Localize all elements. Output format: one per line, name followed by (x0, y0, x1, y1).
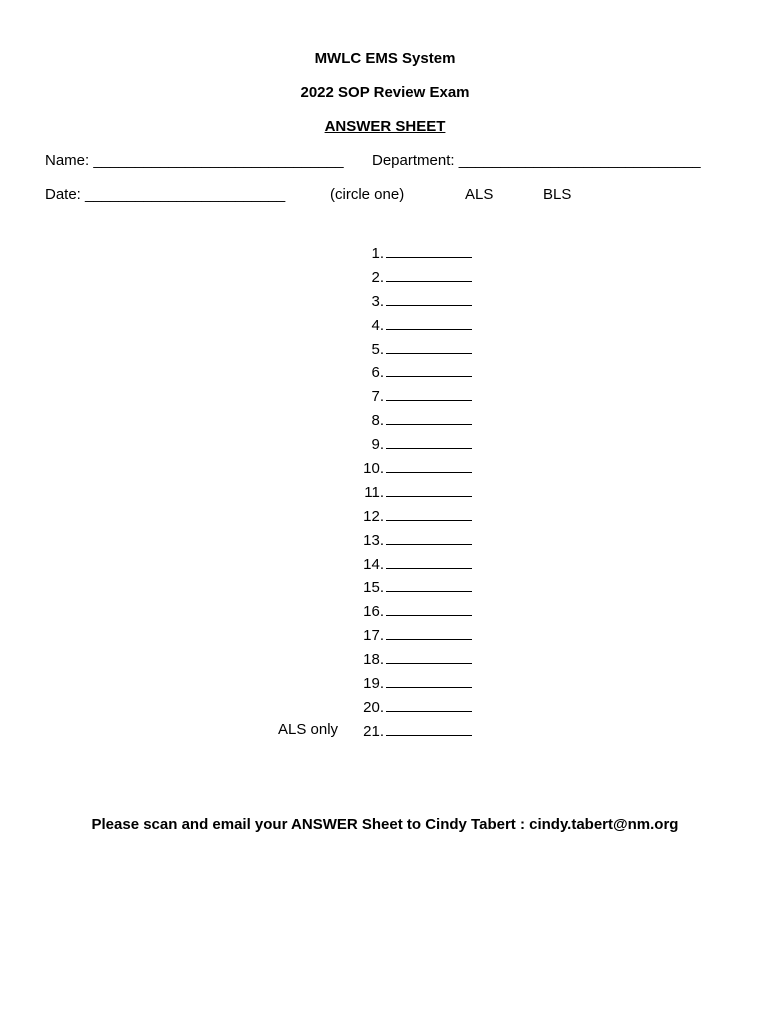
answer-row (360, 385, 500, 409)
answer-blank[interactable] (386, 409, 472, 425)
answer-row (360, 409, 500, 433)
answer-blank[interactable] (386, 624, 472, 640)
answer-number: 10. (363, 460, 384, 478)
answer-number: 11. (364, 483, 384, 501)
answer-number: 9. (371, 436, 384, 454)
answer-list (360, 242, 500, 744)
answer-number: 12. (363, 507, 384, 525)
header-answer-sheet-title: ANSWER SHEET (324, 118, 446, 135)
answer-blank[interactable] (386, 338, 472, 354)
answer-number: 3. (371, 292, 384, 310)
answer-row (360, 457, 500, 481)
answer-blank[interactable] (386, 481, 472, 497)
answer-number: 15. (363, 579, 384, 597)
answer-number: 6. (371, 364, 384, 382)
option-als[interactable]: ALS (465, 186, 494, 203)
answer-blank[interactable] (386, 672, 472, 688)
answer-number: 1. (371, 245, 384, 262)
answer-row (360, 361, 500, 385)
answer-row (360, 648, 500, 672)
answer-blank[interactable] (386, 553, 472, 569)
answer-blank[interactable] (386, 576, 472, 592)
answer-row (360, 505, 500, 529)
footer-instruction: Please scan and email your ANSWER Sheet to Cindy Tabert : cindy.tabert@nm.org (91, 816, 679, 833)
header-exam-title: 2022 SOP Review Exam (300, 84, 470, 101)
answer-row (360, 553, 500, 577)
answer-blank[interactable] (386, 266, 472, 282)
option-bls[interactable]: BLS (543, 186, 572, 203)
answer-row (360, 720, 500, 744)
answer-number: 14. (363, 555, 384, 573)
answer-row (360, 696, 500, 720)
answer-number: 17. (363, 627, 384, 645)
answer-number: 18. (363, 651, 384, 669)
answer-blank[interactable] (386, 433, 472, 449)
als-only-label: ALS only (278, 721, 339, 738)
answer-row (360, 242, 500, 266)
answer-blank[interactable] (386, 242, 472, 258)
answer-blank[interactable] (386, 720, 472, 736)
header-system-title: MWLC EMS System (314, 50, 456, 67)
answer-row (360, 481, 500, 505)
answer-blank[interactable] (386, 361, 472, 377)
answer-blank[interactable] (386, 648, 472, 664)
answer-blank[interactable] (386, 600, 472, 616)
answer-blank[interactable] (386, 290, 472, 306)
answer-row (360, 576, 500, 600)
answer-blank[interactable] (386, 505, 472, 521)
name-field[interactable]: Name: ______________________________ (45, 152, 344, 169)
date-field[interactable]: Date: ________________________ (45, 186, 286, 203)
department-field[interactable]: Department: _____________________________ (372, 152, 701, 169)
answer-number: 21. (363, 722, 384, 740)
answer-row (360, 266, 500, 290)
answer-row (360, 600, 500, 624)
answer-row (360, 624, 500, 648)
answer-row (360, 672, 500, 696)
answer-blank[interactable] (386, 314, 472, 330)
answer-number: 8. (371, 412, 384, 430)
answer-number: 13. (363, 531, 384, 549)
circle-one-label: (circle one) (330, 186, 405, 203)
answer-row (360, 314, 500, 338)
answer-row (360, 433, 500, 457)
answer-number: 20. (363, 698, 384, 716)
answer-row (360, 290, 500, 314)
answer-number: 16. (363, 603, 384, 621)
answer-blank[interactable] (386, 385, 472, 401)
answer-number: 5. (371, 340, 384, 358)
answer-blank[interactable] (386, 457, 472, 473)
answer-blank[interactable] (386, 696, 472, 712)
answer-number: 4. (371, 316, 384, 334)
answer-number: 2. (371, 268, 384, 286)
answer-number: 19. (363, 675, 384, 693)
answer-row (360, 338, 500, 362)
answer-blank[interactable] (386, 529, 472, 545)
answer-row (360, 529, 500, 553)
answer-number: 7. (371, 388, 384, 406)
